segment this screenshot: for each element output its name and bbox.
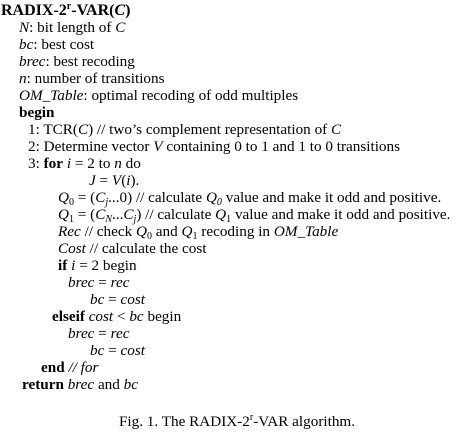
equals: = ( bbox=[73, 189, 96, 206]
equals: = bbox=[94, 274, 111, 291]
param-var: n bbox=[19, 70, 27, 87]
var-bc: bc bbox=[90, 342, 105, 359]
var-n: n bbox=[114, 155, 122, 172]
var-c: C bbox=[77, 121, 89, 138]
j-assignment bbox=[89, 172, 139, 189]
rec-line bbox=[58, 223, 338, 240]
end-keyword: end bbox=[41, 359, 65, 376]
subscript: 0 bbox=[216, 197, 222, 208]
var-brec: brec bbox=[68, 325, 95, 342]
for-keyword: for bbox=[43, 155, 64, 172]
caption-text-end: -VAR algorithm. bbox=[253, 413, 356, 430]
param-desc: : best recoding bbox=[45, 53, 135, 70]
equals: = bbox=[104, 291, 121, 308]
var-cost: cost bbox=[120, 291, 145, 308]
if-keyword: if bbox=[58, 257, 68, 274]
var-bc: bc bbox=[129, 308, 144, 325]
if-line bbox=[58, 257, 137, 274]
step-1-comment: ) // two’s complement representation of bbox=[88, 121, 332, 138]
subscript: j bbox=[105, 197, 109, 208]
var-c: C bbox=[95, 189, 106, 206]
param-desc: : optimal recoding of odd multiples bbox=[83, 87, 299, 104]
q1-line bbox=[58, 206, 450, 223]
var-c: C bbox=[331, 121, 342, 138]
equals: = ( bbox=[73, 206, 96, 223]
param-var: OM_Table bbox=[19, 87, 84, 104]
var-cost: cost bbox=[120, 342, 145, 359]
var-bc: bc bbox=[123, 376, 139, 393]
assign-brec bbox=[68, 274, 129, 291]
var-q: Q bbox=[205, 189, 217, 206]
q0-comment-rest: value and make it odd and positive. bbox=[221, 189, 442, 206]
rec-comment: // check bbox=[80, 223, 137, 240]
step-3-label: 3: bbox=[28, 155, 44, 172]
var-q: Q bbox=[136, 223, 147, 240]
ellipsis: ... bbox=[112, 206, 124, 223]
step-3 bbox=[28, 155, 141, 172]
var-q: Q bbox=[58, 189, 69, 206]
and-text: and bbox=[94, 376, 124, 393]
q0-line bbox=[58, 189, 441, 206]
var-i: i bbox=[67, 257, 76, 274]
var-bc: bc bbox=[90, 291, 105, 308]
title-name-a: RADIX-2 bbox=[1, 2, 67, 19]
rec-comment-mid: recoding in bbox=[197, 223, 274, 240]
return-keyword: return bbox=[22, 376, 64, 393]
elseif-keyword: elseif bbox=[52, 308, 85, 325]
param-desc: : best cost bbox=[33, 36, 95, 53]
paren-open: ( bbox=[121, 172, 127, 189]
param-desc: : number of transitions bbox=[26, 70, 165, 87]
title-argument: C bbox=[114, 2, 126, 19]
param-line bbox=[19, 19, 125, 36]
assign-bc bbox=[90, 342, 145, 359]
title-close: ) bbox=[125, 2, 131, 19]
param-var: brec bbox=[19, 53, 46, 70]
param-var: N bbox=[19, 19, 30, 36]
var-q: Q bbox=[181, 223, 193, 240]
step-2-rest: containing 0 to 1 and 1 to 0 transitions bbox=[162, 138, 401, 155]
var-rec: Rec bbox=[58, 223, 81, 240]
and-text: and bbox=[151, 223, 182, 240]
equals: = bbox=[94, 325, 111, 342]
figure-caption bbox=[0, 413, 474, 430]
subscript: 1 bbox=[68, 214, 74, 225]
subscript: 0 bbox=[146, 231, 152, 242]
param-var: bc bbox=[19, 36, 34, 53]
step-1 bbox=[28, 121, 341, 138]
param-line bbox=[19, 87, 298, 104]
param-desc: : bit length of bbox=[29, 19, 116, 36]
var-v: V bbox=[111, 172, 122, 189]
param-line bbox=[19, 70, 165, 87]
subscript: 1 bbox=[192, 231, 198, 242]
range-text: = 2 to bbox=[71, 155, 115, 172]
var-brec: brec bbox=[68, 274, 95, 291]
param-line bbox=[19, 36, 94, 53]
var-rec: rec bbox=[110, 274, 130, 291]
title-name-b: -VAR( bbox=[71, 2, 115, 19]
algorithm-title bbox=[1, 2, 131, 19]
var-c: C bbox=[123, 206, 134, 223]
paren-close: ). bbox=[130, 172, 140, 189]
assign-brec bbox=[68, 325, 129, 342]
caption-superscript: r bbox=[249, 412, 254, 423]
q0-comment: ...0) // calculate bbox=[108, 189, 206, 206]
subscript: j bbox=[133, 214, 137, 225]
equals: = bbox=[104, 342, 121, 359]
param-var: C bbox=[115, 19, 126, 36]
subscript: 0 bbox=[68, 197, 74, 208]
var-rec: rec bbox=[110, 325, 130, 342]
step-2-label: 2: Determine vector bbox=[28, 138, 154, 155]
end-line bbox=[41, 359, 98, 376]
do-keyword: do bbox=[121, 155, 141, 172]
elseif-rest: begin bbox=[143, 308, 182, 325]
var-v: V bbox=[153, 138, 163, 155]
step-2 bbox=[28, 138, 400, 155]
cost-comment: // calculate the cost bbox=[85, 240, 207, 257]
var-i: i bbox=[126, 172, 131, 189]
var-om-table: OM_Table bbox=[273, 223, 339, 240]
var-i: i bbox=[66, 155, 72, 172]
var-cost: cost bbox=[84, 308, 114, 325]
var-c: C bbox=[95, 206, 106, 223]
caption-text: Fig. 1. The RADIX-2 bbox=[118, 413, 250, 430]
title-superscript: r bbox=[66, 1, 72, 12]
q1-comment-rest: value and make it odd and positive. bbox=[231, 206, 451, 223]
equals: = bbox=[95, 172, 112, 189]
step-1-label: 1: TCR( bbox=[28, 121, 78, 138]
var-q: Q bbox=[215, 206, 227, 223]
begin-keyword: begin bbox=[19, 104, 55, 121]
cost-line bbox=[58, 240, 206, 257]
return-line bbox=[22, 376, 138, 393]
elseif-line bbox=[52, 308, 181, 325]
var-cost: Cost bbox=[58, 240, 86, 257]
if-rest: = 2 begin bbox=[75, 257, 137, 274]
var-brec: brec bbox=[63, 376, 95, 393]
q1-comment: ) // calculate bbox=[136, 206, 216, 223]
subscript: N bbox=[105, 214, 112, 225]
param-line bbox=[19, 53, 135, 70]
var-q: Q bbox=[58, 206, 69, 223]
var-j: J bbox=[89, 172, 96, 189]
subscript: 1 bbox=[226, 214, 232, 225]
less-than: < bbox=[113, 308, 130, 325]
end-comment: // for bbox=[64, 359, 99, 376]
assign-bc bbox=[90, 291, 145, 308]
